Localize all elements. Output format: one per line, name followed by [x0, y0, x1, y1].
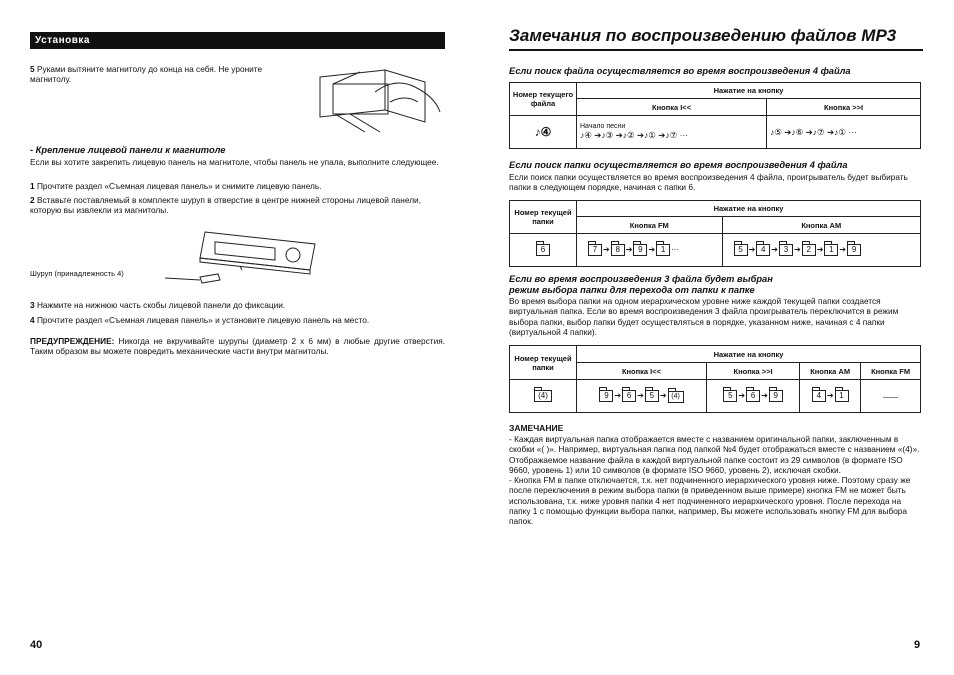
current-folder: 6 — [510, 234, 577, 267]
folder-search-table — [509, 200, 921, 267]
am-sequence: 5 ➔ 4 ➔ 3 ➔ 2 ➔ 1 ➔ 9 — [722, 234, 920, 267]
col-current-folder: Номер текущей папки — [510, 346, 577, 380]
step-5: 5 Руками вытяните магнитолу до конца на себя. Не уроните магнитолу. — [30, 64, 263, 85]
section1-heading: Если поиск файла осуществляется во время воспроизведения 4 файла — [509, 66, 851, 76]
col-btn-next: Кнопка >>I — [707, 363, 800, 380]
current-folder: (4) — [510, 380, 577, 413]
fm-sequence: 7 ➔ 8 ➔ 9 ➔ 1 ··· — [577, 234, 723, 267]
intro-text: Если вы хотите закрепить лицевую панель на магнитоле, чтобы панель не упала, выполните следующее. — [30, 157, 439, 167]
note-heading: ЗАМЕЧАНИЕ — [509, 423, 564, 433]
step-1: 1 Прочтите раздел «Съемная лицевая панель» и снимите лицевую панель. — [30, 181, 322, 191]
section2-text: Если поиск папки осуществляется во время воспроизведения 4 файла, проигрыватель будет выбирать папки в следующем порядке, начиная с папки 6. — [509, 172, 908, 193]
next-sequence: 5 ➔ 6 ➔ 9 — [707, 380, 800, 413]
section3-text: Во время выбора папки на одном иерархическом уровне ниже каждой текущей папки создается виртуальная папка. Если во время воспроизведения 3 файла проигрыватель переключится в режим выбора папки, выбор папки будет осуществляться в порядке, указанном ниже, начиная с 4 папки (виртуальной 4 папки). — [509, 296, 899, 337]
col-btn-prev: Кнопка I<< — [577, 99, 767, 116]
col-btn-fm: Кнопка FM — [861, 363, 921, 380]
col-press: Нажатие на кнопку — [577, 201, 921, 217]
screw-label: Шуруп (принадлежность 4) — [30, 269, 124, 278]
col-btn-prev: Кнопка I<< — [577, 363, 707, 380]
next-sequence: ♪⑤ ➔♪⑥ ➔♪⑦ ➔♪① ··· — [767, 116, 921, 149]
col-btn-next: Кнопка >>I — [767, 99, 921, 116]
page-number-left: 40 — [30, 639, 43, 651]
am-sequence: 4 ➔ 1 — [800, 380, 861, 413]
page-number-right: 9 — [914, 639, 921, 651]
step-3: 3 Нажмите на нижнюю часть скобы лицевой панели до фиксации. — [30, 300, 286, 310]
prev-sequence: Начало песни ♪④ ➔♪③ ➔♪② ➔♪① ➔♪⑦ ··· — [577, 116, 767, 149]
folder-mode-table — [509, 345, 921, 413]
col-current-folder: Номер текущей папки — [510, 201, 577, 234]
col-btn-am: Кнопка AM — [722, 217, 920, 234]
section3-heading-line1: Если во время воспроизведения 3 файла будет выбран — [509, 274, 773, 284]
faceplate-illustration — [160, 222, 320, 292]
pull-out-illustration — [315, 62, 445, 140]
section3-heading-line2: режим выбора папки для перехода от папки к папке — [509, 285, 755, 295]
section-header: Установка — [30, 32, 445, 49]
col-btn-fm: Кнопка FM — [577, 217, 723, 234]
step-4: 4 Прочтите раздел «Съемная лицевая панель» и установите лицевую панель на место. — [30, 315, 370, 325]
subsection-heading: - Крепление лицевой панели к магнитоле — [30, 145, 226, 155]
fm-sequence: —— — [861, 380, 921, 413]
section2-heading: Если поиск папки осуществляется во время воспроизведения 4 файла — [509, 160, 848, 170]
col-press: Нажатие на кнопку — [577, 346, 921, 363]
note-paragraph-2: - Кнопка FM в папке отключается, т.к. нет подчиненного иерархического уровня ниже. Поэтому сразу же после переключения в режим выбора папки (в приведенном выше примере) кнопка FM не может быть использована, т.к. ниже уровня папки 4 нет подчиненного иерархического уровня. После перехода на папку 1 с помощью функции выбора папки, например, Вы можете использовать кнопку FM для выбора папок. — [509, 475, 911, 527]
note-paragraph-1: - Каждая виртуальная папка отображается вместе с названием оригинальной папки, заключенным в скобки «( )». Например, виртуальная папка под папкой №4 будет отображаться вместе с названием «(4)». Отображаемое название файла в каждой виртуальной папке состоит из 29 символов (в формате ISO 9660, уровень 1) или 10 символов (в формате ISO 9660, уровень 2), исключая скобки. — [509, 434, 920, 475]
col-press: Нажатие на кнопку — [577, 83, 921, 99]
step-2: 2 Вставьте поставляемый в комплекте шуруп в отверстие в центре нижней стороны лицевой панели, которую вы извлекли из магнитолы. — [30, 195, 421, 216]
page-title: Замечания по воспроизведению файлов MP3 — [509, 26, 923, 51]
warning: ПРЕДУПРЕЖДЕНИЕ: Никогда не вкручивайте шурупы (диаметр 2 x 6 мм) в любые другие отверстия. Таким образом вы можете повредить механические части внутри магнитолы. — [30, 336, 445, 357]
current-file: ♪④ — [510, 116, 577, 149]
prev-sequence: 9 ➔ 6 ➔ 5 ➔ (4) — [577, 380, 707, 413]
file-search-table — [509, 82, 921, 149]
col-btn-am: Кнопка AM — [800, 363, 861, 380]
col-current-file: Номер текущего файла — [510, 83, 577, 116]
